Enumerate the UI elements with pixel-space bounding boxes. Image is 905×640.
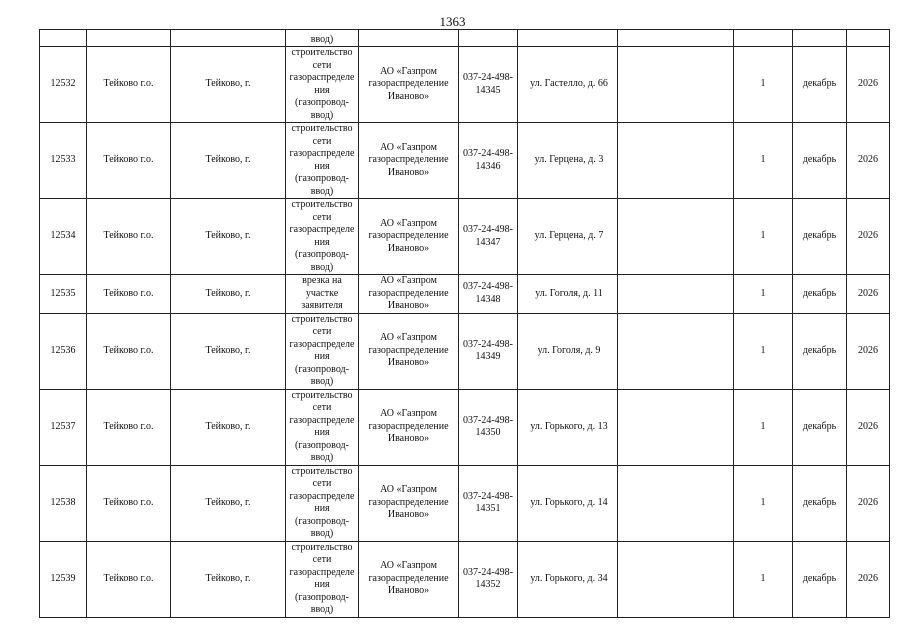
cell-count: 1 [734,275,793,314]
cell-id: 12535 [40,275,87,314]
cell-id: 12538 [40,465,87,541]
cell-code: 037-24-498-14347 [459,199,518,275]
cell-organization: АО «Газпром газораспределение Иваново» [359,465,459,541]
cell-address: ул. Горького, д. 13 [518,389,618,465]
cell-id: 12532 [40,47,87,123]
cell-empty [359,30,459,47]
cell-organization: АО «Газпром газораспределение Иваново» [359,389,459,465]
cell-count: 1 [734,199,793,275]
cell-month: декабрь [793,389,847,465]
cell-settlement: Тейково, г. [171,465,286,541]
cell-month: декабрь [793,541,847,617]
cell-month: декабрь [793,199,847,275]
cell-year: 2026 [847,47,890,123]
cell-month: декабрь [793,313,847,389]
cell-empty [847,30,890,47]
continued-row-fragment [40,30,890,47]
cell-id: 12533 [40,123,87,199]
cell-settlement: Тейково, г. [171,123,286,199]
cell-work-type: строительство сети газораспределения (газопровод-ввод) [286,313,359,389]
cell-empty [87,30,171,47]
cell-organization: АО «Газпром газораспределение Иваново» [359,313,459,389]
cell-address: ул. Гоголя, д. 9 [518,313,618,389]
cell-count: 1 [734,123,793,199]
cell-code: 037-24-498-14349 [459,313,518,389]
cell-month: декабрь [793,47,847,123]
cell-district: Тейково г.о. [87,389,171,465]
cell-work-type: строительство сети газораспределения (газопровод-ввод) [286,389,359,465]
cell-id: 12539 [40,541,87,617]
cell-empty [618,313,734,389]
cell-empty [734,30,793,47]
cell-month: декабрь [793,123,847,199]
cell-organization: АО «Газпром газораспределение Иваново» [359,47,459,123]
cell-empty [459,30,518,47]
cell-empty [518,30,618,47]
cell-empty [618,465,734,541]
cell-id: 12536 [40,313,87,389]
cell-address: ул. Гастелло, д. 66 [518,47,618,123]
cell-settlement: Тейково, г. [171,47,286,123]
cell-empty [618,30,734,47]
cell-code: 037-24-498-14345 [459,47,518,123]
cell-settlement: Тейково, г. [171,389,286,465]
table-row [40,199,890,275]
cell-count: 1 [734,313,793,389]
cell-code: 037-24-498-14351 [459,465,518,541]
cell-organization: АО «Газпром газораспределение Иваново» [359,541,459,617]
table-row [40,389,890,465]
cell-code: 037-24-498-14352 [459,541,518,617]
cell-year: 2026 [847,465,890,541]
cell-organization: АО «Газпром газораспределение Иваново» [359,123,459,199]
cell-district: Тейково г.о. [87,465,171,541]
cell-work-type: строительство сети газораспределения (газопровод-ввод) [286,465,359,541]
cell-year: 2026 [847,123,890,199]
cell-district: Тейково г.о. [87,47,171,123]
gas-works-table [39,29,890,618]
cell-code: 037-24-498-14348 [459,275,518,314]
cell-code: 037-24-498-14350 [459,389,518,465]
cell-work-type: врезка на участке заявителя [286,275,359,314]
table-row [40,275,890,314]
cell-id: 12537 [40,389,87,465]
cell-count: 1 [734,541,793,617]
table-row [40,313,890,389]
cell-district: Тейково г.о. [87,199,171,275]
cell-work-type: строительство сети газораспределения (газопровод-ввод) [286,541,359,617]
page-number: 1363 [439,14,466,29]
cell-empty [618,123,734,199]
cell-empty [618,541,734,617]
cell-address: ул. Гоголя, д. 11 [518,275,618,314]
cell-year: 2026 [847,275,890,314]
cell-district: Тейково г.о. [87,275,171,314]
cell-year: 2026 [847,541,890,617]
cell-year: 2026 [847,313,890,389]
cell-work-type: строительство сети газораспределения (газопровод-ввод) [286,199,359,275]
cell-year: 2026 [847,199,890,275]
cell-work-tail: ввод) [286,30,359,47]
cell-district: Тейково г.о. [87,541,171,617]
cell-work-type: строительство сети газораспределения (газопровод-ввод) [286,123,359,199]
cell-count: 1 [734,47,793,123]
cell-code: 037-24-498-14346 [459,123,518,199]
cell-count: 1 [734,389,793,465]
table-row [40,47,890,123]
cell-address: ул. Горького, д. 14 [518,465,618,541]
cell-id: 12534 [40,199,87,275]
cell-work-type: строительство сети газораспределения (газопровод-ввод) [286,47,359,123]
cell-address: ул. Герцена, д. 3 [518,123,618,199]
cell-empty [618,275,734,314]
cell-empty [618,389,734,465]
cell-settlement: Тейково, г. [171,313,286,389]
cell-district: Тейково г.о. [87,123,171,199]
cell-settlement: Тейково, г. [171,541,286,617]
cell-count: 1 [734,465,793,541]
cell-empty [171,30,286,47]
cell-address: ул. Горького, д. 34 [518,541,618,617]
cell-settlement: Тейково, г. [171,275,286,314]
table-row [40,541,890,617]
cell-organization: АО «Газпром газораспределение Иваново» [359,199,459,275]
cell-district: Тейково г.о. [87,313,171,389]
cell-empty [793,30,847,47]
cell-month: декабрь [793,465,847,541]
table-row [40,123,890,199]
cell-settlement: Тейково, г. [171,199,286,275]
cell-organization: АО «Газпром газораспределение Иваново» [359,275,459,314]
cell-empty [618,199,734,275]
cell-address: ул. Герцена, д. 7 [518,199,618,275]
cell-year: 2026 [847,389,890,465]
table-row [40,465,890,541]
cell-empty [618,47,734,123]
cell-month: декабрь [793,275,847,314]
cell-empty [40,30,87,47]
